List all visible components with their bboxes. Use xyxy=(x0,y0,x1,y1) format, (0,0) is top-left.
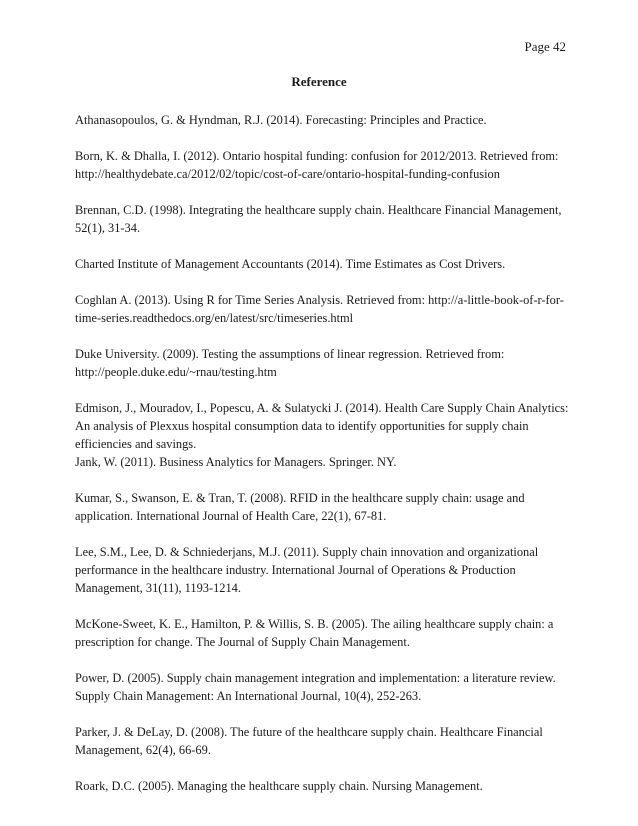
reference-entry: Jank, W. (2011). Business Analytics for Managers. Springer. NY. xyxy=(75,455,397,469)
reference-entry: Brennan, C.D. (1998). Integrating the healthcare supply chain. Healthcare Financial Management, 52(1), 31-34. xyxy=(75,203,562,235)
reference-entry: Born, K. & Dhalla, I. (2012). Ontario hospital funding: confusion for 2012/2013. Retrieved from: http://healthydebate.ca/2012/02/topic/cost-of-care/ontario-hospital-funding-confusion xyxy=(75,149,559,181)
reference-entry: Roark, D.C. (2005). Managing the healthcare supply chain. Nursing Management. xyxy=(75,779,483,793)
reference-entry: McKone-Sweet, K. E., Hamilton, P. & Willis, S. B. (2005). The ailing healthcare supply chain: a prescription for change. The Journal of Supply Chain Management. xyxy=(75,617,554,649)
reference-list xyxy=(75,111,575,813)
reference-entry: Edmison, J., Mouradov, I., Popescu, A. & Sulatycki J. (2014). Health Care Supply Chain Analytics: An analysis of Plexxus hospital consumption data to identify opportunities for supply chain efficiencies and savings. xyxy=(75,401,569,451)
reference-entry: Athanasopoulos, G. & Hyndman, R.J. (2014). Forecasting: Principles and Practice. xyxy=(75,113,487,127)
reference-entry: Coghlan A. (2013). Using R for Time Series Analysis. Retrieved from: http://a-little-book-of-r-for-time-series.readthedocs.org/en/latest/src/timeseries.html xyxy=(75,293,564,325)
reference-entry: Charted Institute of Management Accountants (2014). Time Estimates as Cost Drivers. xyxy=(75,257,506,271)
reference-entry: Duke University. (2009). Testing the assumptions of linear regression. Retrieved from: http://people.duke.edu/~rnau/testing.htm xyxy=(75,347,505,379)
page-title: Reference xyxy=(291,74,347,89)
reference-entry: Kumar, S., Swanson, E. & Tran, T. (2008). RFID in the healthcare supply chain: usage and application. International Journal of Health Care, 22(1), 67-81. xyxy=(75,491,525,523)
page-number: Page 42 xyxy=(524,39,566,54)
reference-entry: Parker, J. & DeLay, D. (2008). The future of the healthcare supply chain. Healthcare Financial Management, 62(4), 66-69. xyxy=(75,725,543,757)
reference-entry: Power, D. (2005). Supply chain management integration and implementation: a literature review. Supply Chain Management: An International Journal, 10(4), 252-263. xyxy=(75,671,556,703)
reference-entry: Lee, S.M., Lee, D. & Schniederjans, M.J. (2011). Supply chain innovation and organizational performance in the healthcare industry. International Journal of Operations & Production Management, 31(11), 1193-1214. xyxy=(75,545,539,595)
